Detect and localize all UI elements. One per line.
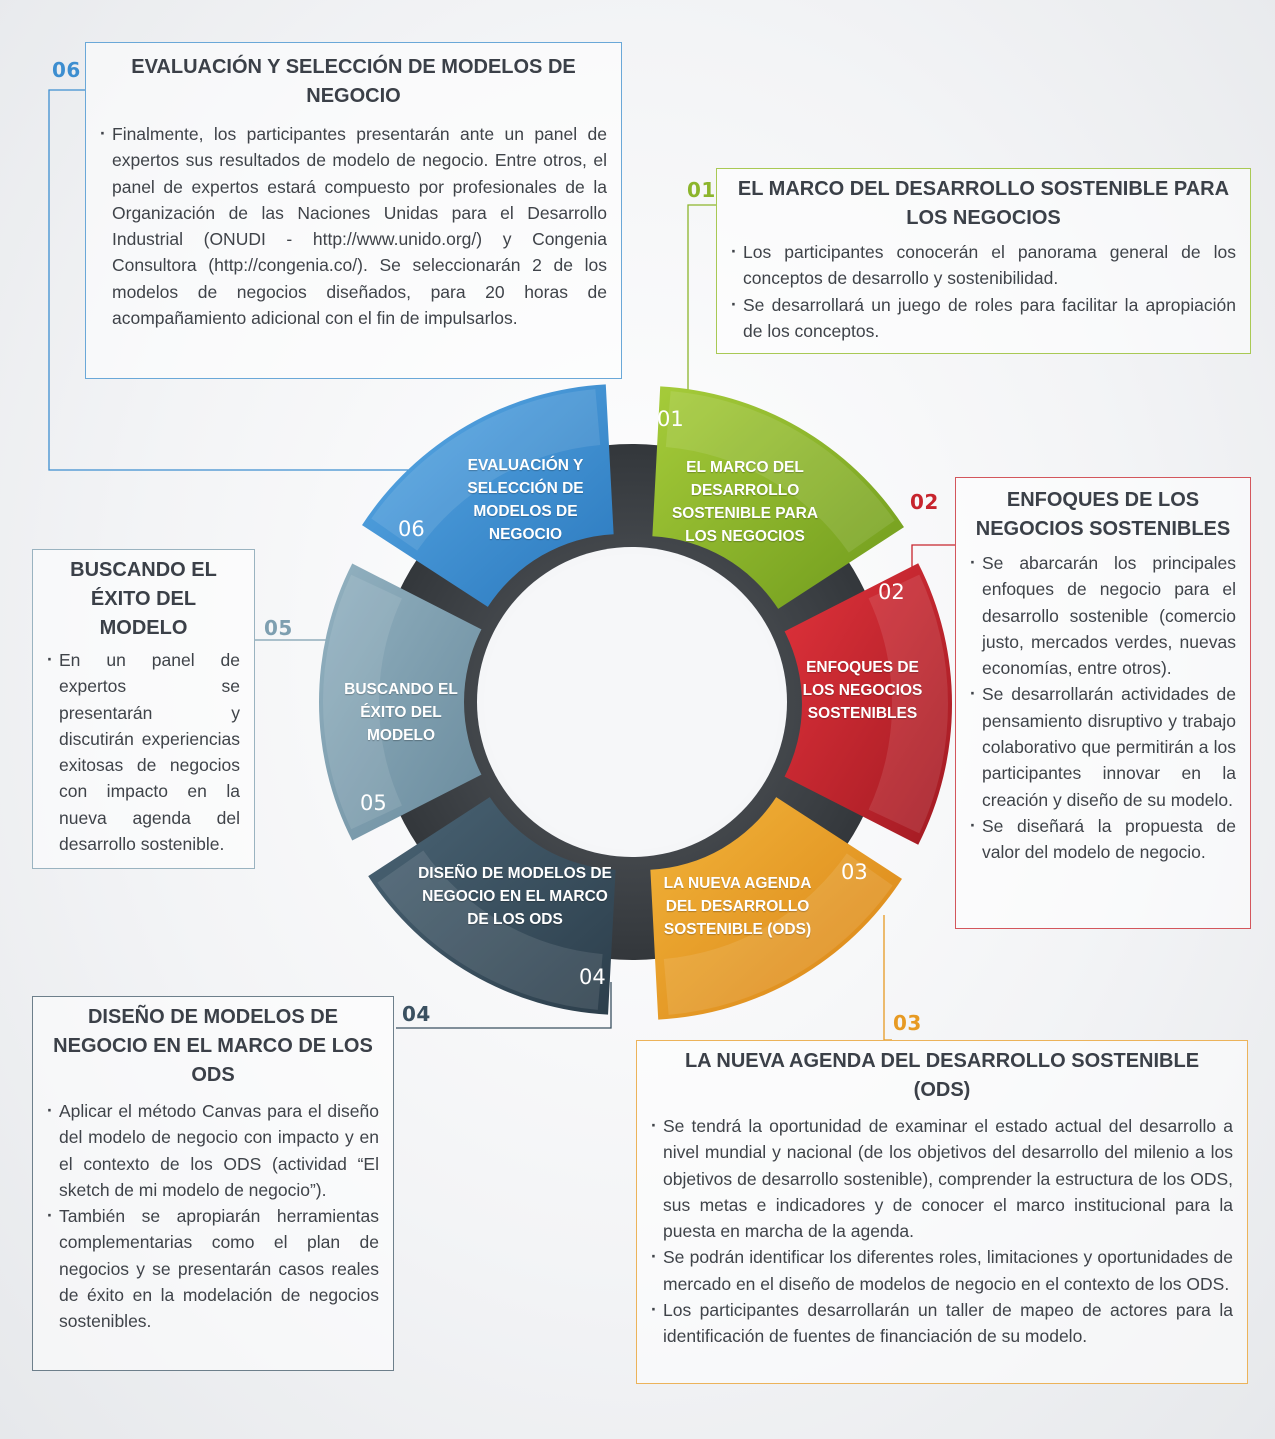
segment-label-06[interactable]: EVALUACIÓN Y SELECCIÓN DE MODELOS DE NEGOCIO: [467, 457, 584, 543]
info-box-03-list: [651, 1113, 1233, 1350]
segment-label-02[interactable]: ENFOQUES DE LOS NEGOCIOS SOSTENIBLES: [802, 659, 923, 722]
segment-number-05: 05: [360, 791, 387, 815]
list-item: · Finalmente, los participantes presentarán ante un panel de expertos sus resultados de modelo de negocio. Entre otros, el panel de expertos estará compuesto por profesionales de la Organización de las Naciones Unidas para el Desarrollo Industrial (ONUDI - http://www.unido.org/) y Congenia Consultora (http://congenia.co/). Se seleccionarán 2 de los modelos de negocios diseñados, para 20 horas de acompañamiento adicional con el fin de impulsarlos.: [100, 121, 607, 331]
list-item: · Se desarrollará un juego de roles para facilitar la apropiación de los conceptos.: [731, 292, 1236, 345]
list-item: · Se diseñará la propuesta de valor del modelo de negocio.: [970, 813, 1236, 866]
segment-number-06: 06: [398, 517, 425, 541]
info-box-05-list: [47, 647, 240, 857]
segment-number-04: 04: [579, 965, 606, 989]
segment-number-01: 01: [657, 407, 684, 431]
connector-03: [884, 915, 892, 1040]
info-box-06-title: EVALUACIÓN Y SELECCIÓN DE MODELOS DE NEGOCIO: [131, 56, 576, 107]
list-item: · También se apropiarán herramientas complementarias como el plan de negocios y se presentarán casos reales de éxito en la modelación de negocios sostenibles.: [47, 1203, 379, 1334]
info-box-05: [32, 549, 255, 869]
info-box-04-title: DISEÑO DE MODELOS DE NEGOCIO EN EL MARCO DE LOS ODS: [53, 1006, 373, 1086]
list-item: · Se desarrollarán actividades de pensamiento disruptivo y trabajo colaborativo que permitirán a los participantes innovar en la creación y diseño de su modelo.: [970, 681, 1236, 812]
box-number-05: 05: [264, 616, 293, 640]
box-number-01: 01: [687, 178, 716, 202]
segment-label-05[interactable]: BUSCANDO EL ÉXITO DEL MODELO: [344, 681, 458, 744]
list-item: · Se tendrá la oportunidad de examinar el estado actual del desarrollo a nivel mundial y nacional (de los objetivos del desarrollo del milenio a los objetivos de desarrollo sostenible), comprender la estructura de los ODS, sus metas e indicadores y de conocer el marco institucional para la puesta en marcha de la agenda.: [651, 1113, 1233, 1244]
info-box-02-title: ENFOQUES DE LOS NEGOCIOS SOSTENIBLES: [975, 489, 1231, 540]
info-box-04: [32, 996, 394, 1371]
box-number-03: 03: [893, 1011, 922, 1035]
list-item: · Los participantes desarrollarán un taller de mapeo de actores para la identificación de fuentes de financiación de su modelo.: [651, 1297, 1233, 1350]
info-box-03: [636, 1040, 1248, 1384]
box-number-02: 02: [910, 490, 939, 514]
segment-label-04[interactable]: DISEÑO DE MODELOS DE NEGOCIO EN EL MARCO DE LOS ODS: [418, 865, 612, 928]
box-number-06: 06: [52, 58, 81, 82]
list-item: · Se podrán identificar los diferentes roles, limitaciones y oportunidades de mercado en el diseño de modelos de negocio en el contexto de los ODS.: [651, 1244, 1233, 1297]
info-box-02: [955, 477, 1251, 929]
list-item: · Los participantes conocerán el panorama general de los conceptos de desarrollo y sostenibilidad.: [731, 239, 1236, 292]
info-box-03-title: LA NUEVA AGENDA DEL DESARROLLO SOSTENIBLE (ODS): [684, 1050, 1200, 1101]
segment-label-01[interactable]: EL MARCO DEL DESARROLLO SOSTENIBLE PARA LOS NEGOCIOS: [671, 459, 819, 545]
info-box-04-list: [47, 1098, 379, 1335]
segment-number-02: 02: [878, 580, 905, 604]
info-box-02-list: [970, 550, 1236, 866]
info-box-01-title: EL MARCO DEL DESARROLLO SOSTENIBLE PARA LOS NEGOCIOS: [737, 178, 1230, 229]
info-box-06-list: [100, 121, 607, 331]
box-number-04: 04: [402, 1002, 431, 1026]
list-item: · En un panel de expertos se presentarán y discutirán experiencias exitosas de negocios con impacto en la nueva agenda del desarrollo sostenible.: [47, 647, 240, 857]
connector-01: [688, 205, 716, 398]
info-box-01: [716, 168, 1251, 354]
list-item: · Se abarcarán los principales enfoques de negocio para el desarrollo sostenible (comercio justo, mercados verdes, nuevas economías, entre otros).: [970, 550, 1236, 681]
info-box-06: [85, 42, 622, 379]
segment-label-03[interactable]: LA NUEVA AGENDA DEL DESARROLLO SOSTENIBLE (ODS): [663, 875, 812, 938]
info-box-01-list: [731, 239, 1236, 344]
list-item: · Aplicar el método Canvas para el diseño del modelo de negocio con impacto y en el contexto de los ODS (actividad “El sketch de mi modelo de negocio”).: [47, 1098, 379, 1203]
info-box-05-title: BUSCANDO EL ÉXITO DEL MODELO: [70, 559, 217, 639]
segment-number-03: 03: [841, 860, 868, 884]
inner-white-circle: [484, 554, 780, 850]
